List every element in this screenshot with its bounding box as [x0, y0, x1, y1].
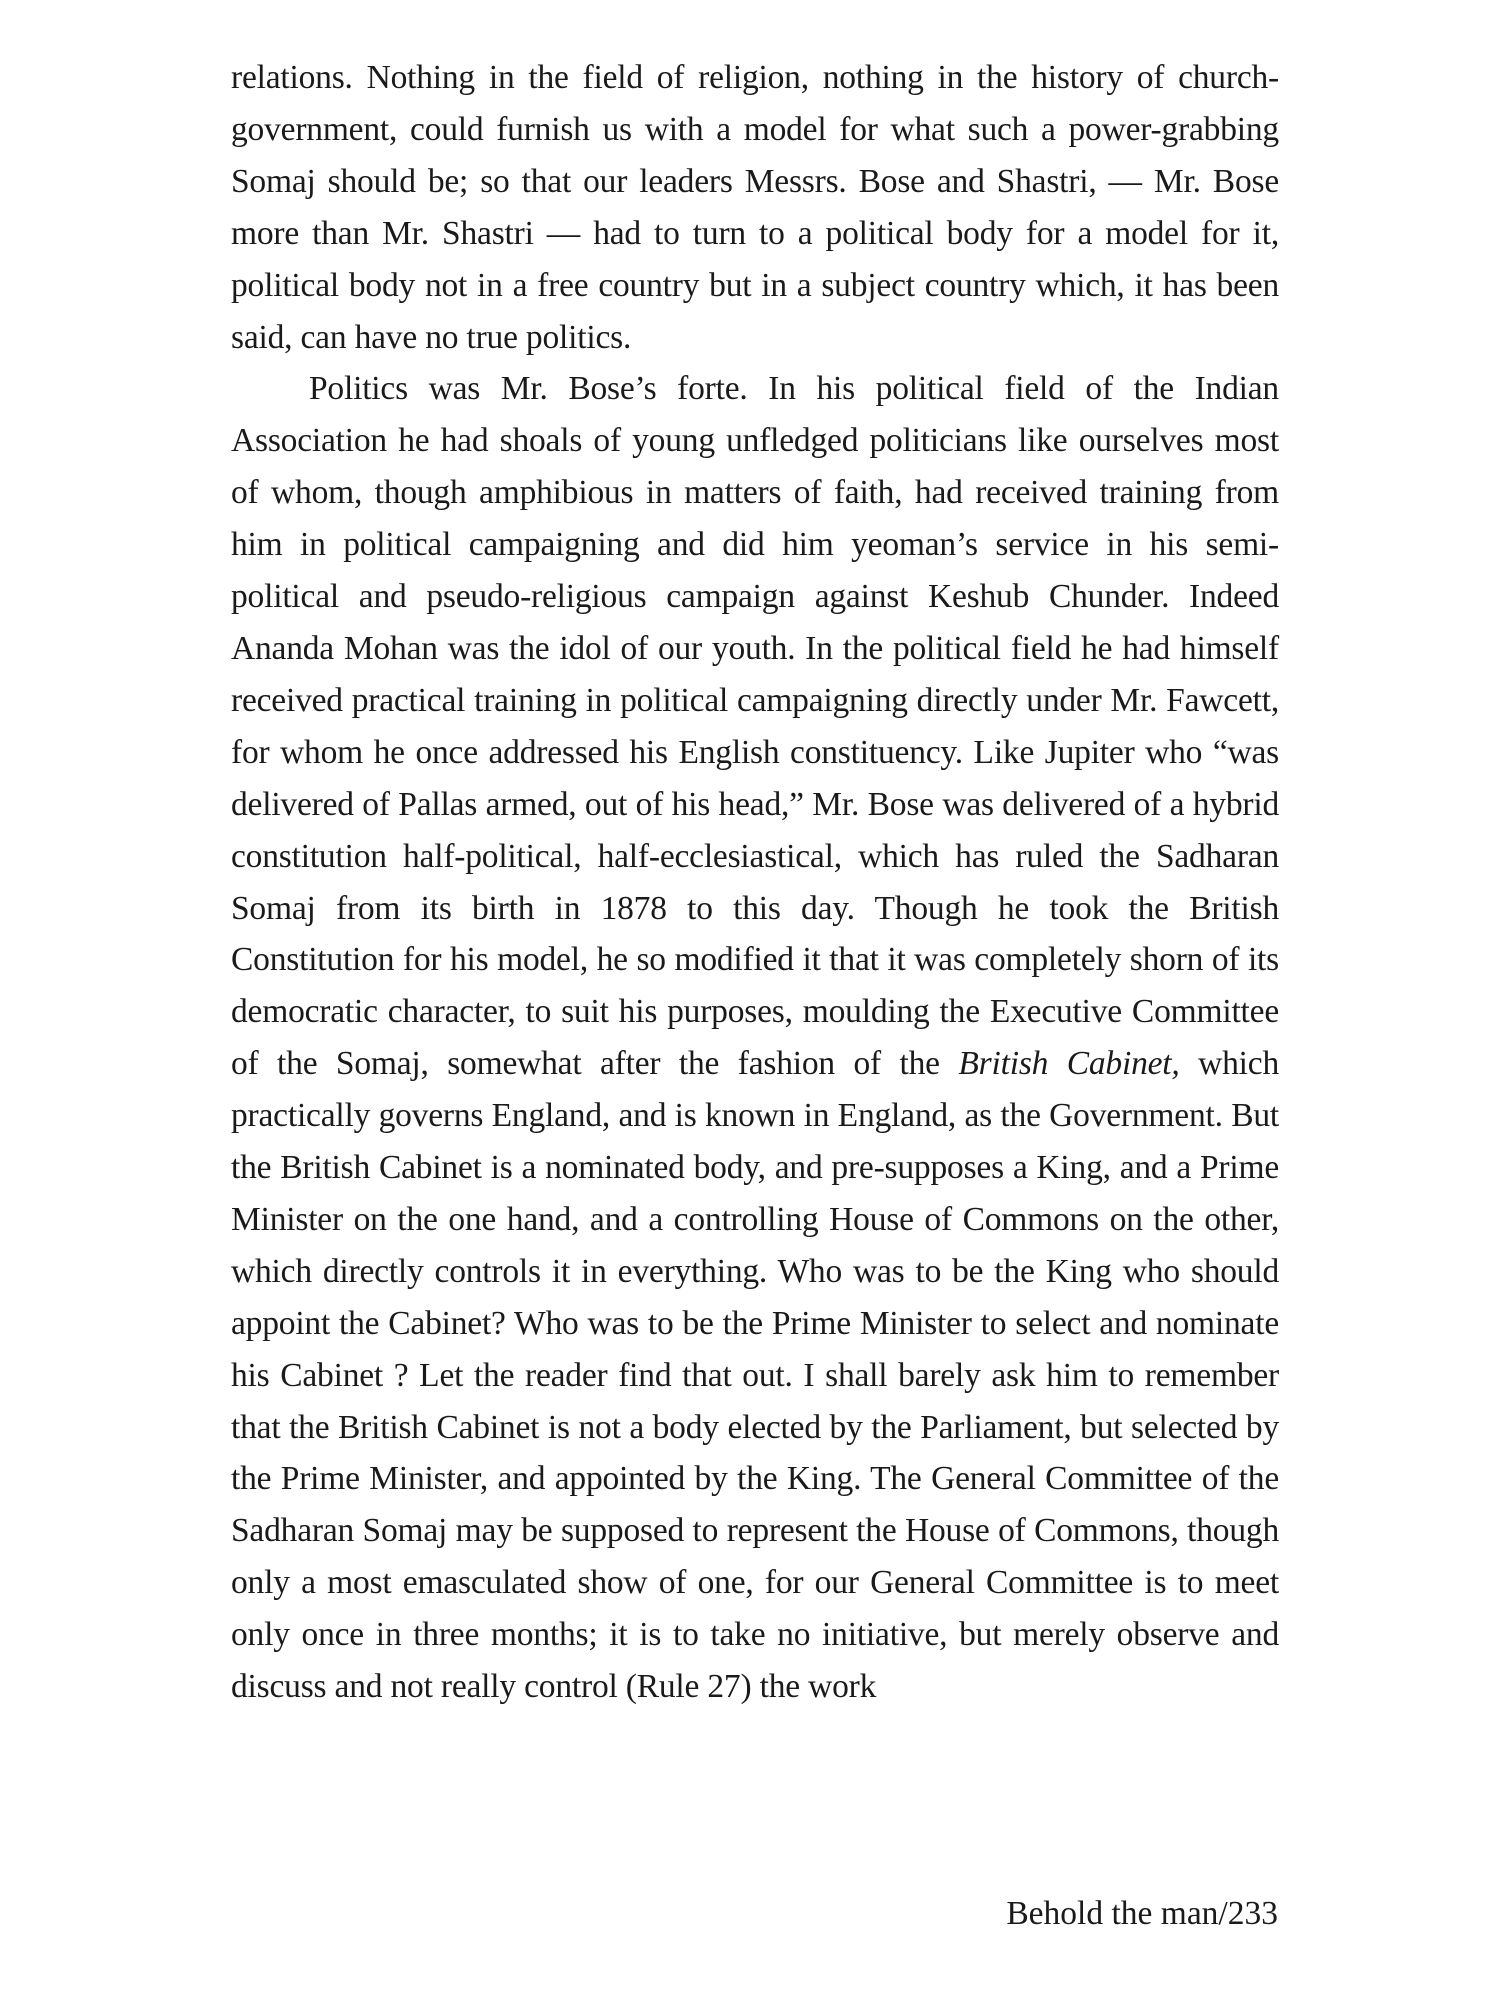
page-body — [231, 52, 1279, 1713]
paragraph-2-text-start: Politics was Mr. Bose’s forte. In his political field of the Indian Association he had shoals of young unfledged politicians like ourselves most of whom, though amphibious in matters of faith, had received training from him in political campaigning and did him yeoman’s service in his semi-political and pseudo-religious campaign against Keshub Chunder. Indeed Ananda Mohan was the idol of our youth. In the political field he had himself received practical training in political campaigning directly under Mr. Fawcett, for whom he once addressed his English constituency. Like Jupiter who “was delivered of Pallas armed, out of his head,” Mr. Bose was delivered of a hybrid constitution half-political, half-ecclesiastical, which has ruled the Sadharan Somaj from its birth in 1878 to this day. Though he took the British Constitution for his model, he so modified it that it was completely shorn of its democratic character, to suit his purposes, moulding the Executive Committee of the Somaj, somewhat after the fashion of the — [231, 370, 1279, 1083]
running-footer: Behold the man/233 — [1006, 1895, 1278, 1932]
paragraph-2-text-end: which practically governs England, and is known in England, as the Government. But the British Cabinet is a nominated body, and pre-supposes a King, and a Prime Minister on the one hand, and a controlling House of Commons on the other, which directly controls it in everything. Who was to be the King who should appoint the Cabinet? Who was to be the Prime Minister to select and nominate his Cabinet ? Let the reader find that out. I shall barely ask him to remember that the British Cabinet is not a body elected by the Parliament, but selected by the Prime Minister, and appointed by the King. The General Committee of the Sadharan Somaj may be supposed to represent the House of Commons, though only a most emasculated show of one, for our General Committee is to meet only once in three months; it is to take no initiative, but merely observe and discuss and not really control (Rule 27) the work — [231, 1045, 1279, 1706]
paragraph-1-text: relations. Nothing in the field of religion, nothing in the history of church-government, could furnish us with a model for what such a power-grabbing Somaj should be; so that our leaders Messrs. Bose and Shastri, — Mr. Bose more than Mr. Shastri — had to turn to a political body for a model for it, political body not in a free country but in a subject country which, it has been said, can have no true politics. — [231, 59, 1279, 356]
italic-phrase-british-cabinet: British Cabinet, — [958, 1045, 1180, 1083]
paragraph-1 — [231, 52, 1279, 363]
paragraph-2 — [231, 363, 1279, 1713]
